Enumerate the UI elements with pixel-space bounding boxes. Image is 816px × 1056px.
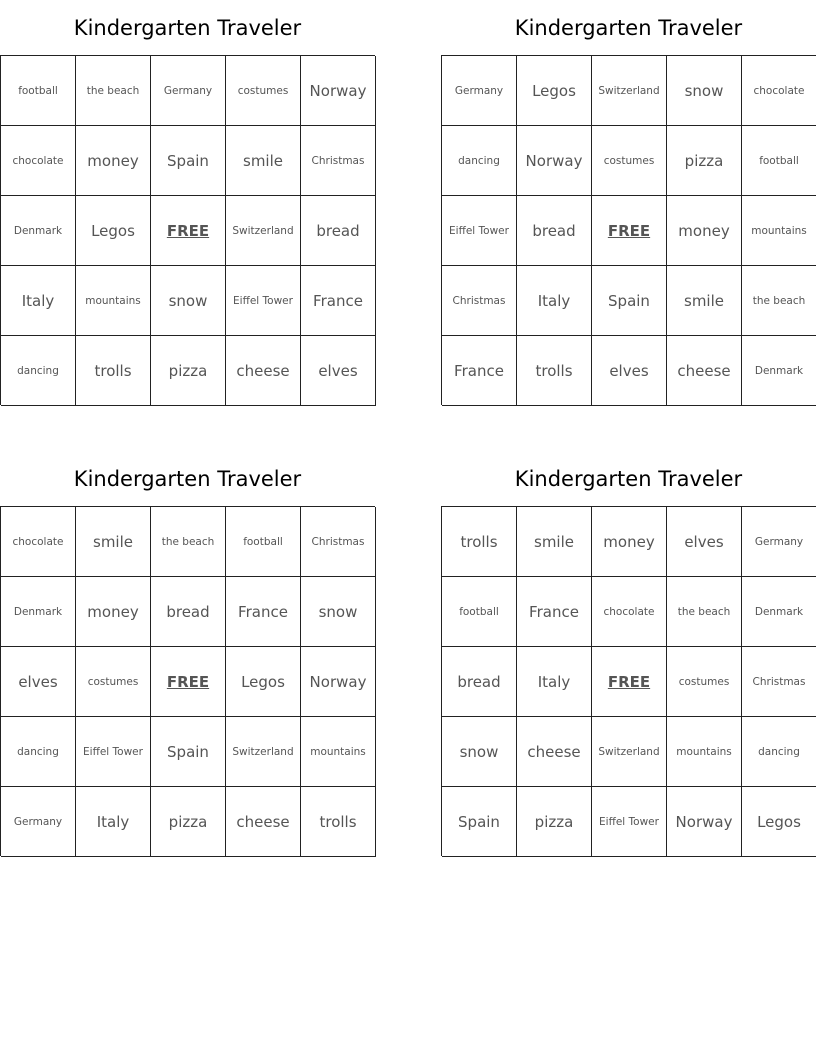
bingo-cell: the beach xyxy=(742,266,816,336)
bingo-cell: Legos xyxy=(517,56,592,126)
bingo-cell: bread xyxy=(301,196,376,266)
bingo-cell: elves xyxy=(667,507,742,577)
bingo-cell: Christmas xyxy=(301,507,376,577)
bingo-cell: Norway xyxy=(301,56,376,126)
bingo-cell: money xyxy=(76,577,151,647)
bingo-cell: Christmas xyxy=(742,647,816,717)
bingo-cell: France xyxy=(226,577,301,647)
bingo-cell: Spain xyxy=(592,266,667,336)
bingo-cell: Eiffel Tower xyxy=(226,266,301,336)
bingo-cell: Germany xyxy=(1,787,76,857)
bingo-cell: bread xyxy=(151,577,226,647)
bingo-cell: Switzerland xyxy=(226,717,301,787)
bingo-cell: Denmark xyxy=(1,196,76,266)
bingo-cell: snow xyxy=(301,577,376,647)
bingo-cell: snow xyxy=(442,717,517,787)
bingo-grid xyxy=(441,506,816,856)
bingo-cell: France xyxy=(301,266,376,336)
bingo-cell: football xyxy=(226,507,301,577)
bingo-card-2 xyxy=(441,0,816,405)
bingo-cell: elves xyxy=(592,336,667,406)
bingo-cell: money xyxy=(667,196,742,266)
bingo-cell: Eiffel Tower xyxy=(592,787,667,857)
card-title: Kindergarten Traveler xyxy=(514,16,743,40)
bingo-cell: Italy xyxy=(517,647,592,717)
bingo-cell: mountains xyxy=(76,266,151,336)
bingo-cell: trolls xyxy=(517,336,592,406)
bingo-cell: snow xyxy=(151,266,226,336)
bingo-cell: Legos xyxy=(226,647,301,717)
bingo-cell: Italy xyxy=(517,266,592,336)
bingo-cell: Spain xyxy=(151,717,226,787)
bingo-cell: football xyxy=(742,126,816,196)
bingo-cell: cheese xyxy=(226,787,301,857)
bingo-cell: costumes xyxy=(226,56,301,126)
free-space-cell: FREE xyxy=(592,196,667,266)
bingo-cell: France xyxy=(442,336,517,406)
bingo-cell: smile xyxy=(667,266,742,336)
bingo-cell: dancing xyxy=(442,126,517,196)
bingo-card-3 xyxy=(0,451,375,856)
bingo-cell: Norway xyxy=(667,787,742,857)
bingo-cell: Norway xyxy=(517,126,592,196)
bingo-cell: the beach xyxy=(667,577,742,647)
bingo-card-4 xyxy=(441,451,816,856)
bingo-cell: cheese xyxy=(667,336,742,406)
bingo-cell: smile xyxy=(226,126,301,196)
bingo-cell: elves xyxy=(301,336,376,406)
bingo-cell: dancing xyxy=(742,717,816,787)
card-title: Kindergarten Traveler xyxy=(73,16,302,40)
bingo-cell: Spain xyxy=(151,126,226,196)
bingo-cell: mountains xyxy=(667,717,742,787)
bingo-cell: Denmark xyxy=(742,577,816,647)
bingo-cell: chocolate xyxy=(1,507,76,577)
bingo-cell: Germany xyxy=(442,56,517,126)
bingo-cell: pizza xyxy=(667,126,742,196)
bingo-cell: Italy xyxy=(76,787,151,857)
bingo-card-1 xyxy=(0,0,375,405)
free-space-cell: FREE xyxy=(592,647,667,717)
bingo-grid xyxy=(441,55,816,405)
bingo-cell: football xyxy=(442,577,517,647)
bingo-cell: trolls xyxy=(76,336,151,406)
bingo-cell: Denmark xyxy=(742,336,816,406)
bingo-cell: smile xyxy=(76,507,151,577)
bingo-cell: trolls xyxy=(301,787,376,857)
free-space-cell: FREE xyxy=(151,196,226,266)
bingo-cell: money xyxy=(76,126,151,196)
bingo-cell: mountains xyxy=(301,717,376,787)
bingo-cell: costumes xyxy=(592,126,667,196)
bingo-cell: Switzerland xyxy=(226,196,301,266)
bingo-cell: bread xyxy=(517,196,592,266)
bingo-cell: cheese xyxy=(226,336,301,406)
bingo-cell: the beach xyxy=(151,507,226,577)
bingo-cell: Switzerland xyxy=(592,717,667,787)
bingo-cell: pizza xyxy=(151,336,226,406)
card-title: Kindergarten Traveler xyxy=(514,467,743,491)
bingo-cell: chocolate xyxy=(592,577,667,647)
bingo-cell: Switzerland xyxy=(592,56,667,126)
bingo-cell: snow xyxy=(667,56,742,126)
bingo-cell: Eiffel Tower xyxy=(442,196,517,266)
bingo-cell: chocolate xyxy=(742,56,816,126)
bingo-cell: money xyxy=(592,507,667,577)
bingo-cell: Germany xyxy=(742,507,816,577)
bingo-cell: pizza xyxy=(517,787,592,857)
free-space-cell: FREE xyxy=(151,647,226,717)
bingo-cell: the beach xyxy=(76,56,151,126)
card-title: Kindergarten Traveler xyxy=(73,467,302,491)
bingo-cell: mountains xyxy=(742,196,816,266)
bingo-cell: Germany xyxy=(151,56,226,126)
bingo-cell: France xyxy=(517,577,592,647)
bingo-cell: costumes xyxy=(667,647,742,717)
bingo-cell: Italy xyxy=(1,266,76,336)
bingo-cell: football xyxy=(1,56,76,126)
bingo-cell: Spain xyxy=(442,787,517,857)
bingo-grid xyxy=(0,55,375,405)
bingo-cell: costumes xyxy=(76,647,151,717)
bingo-cell: smile xyxy=(517,507,592,577)
bingo-cell: bread xyxy=(442,647,517,717)
bingo-cell: Legos xyxy=(76,196,151,266)
bingo-cell: Legos xyxy=(742,787,816,857)
bingo-cell: Christmas xyxy=(301,126,376,196)
bingo-grid xyxy=(0,506,375,856)
bingo-cell: dancing xyxy=(1,717,76,787)
bingo-cell: pizza xyxy=(151,787,226,857)
bingo-cell: Norway xyxy=(301,647,376,717)
bingo-cell: trolls xyxy=(442,507,517,577)
bingo-cell: dancing xyxy=(1,336,76,406)
bingo-cell: Christmas xyxy=(442,266,517,336)
bingo-cell: Denmark xyxy=(1,577,76,647)
bingo-cell: elves xyxy=(1,647,76,717)
bingo-cell: cheese xyxy=(517,717,592,787)
bingo-cell: Eiffel Tower xyxy=(76,717,151,787)
bingo-cell: chocolate xyxy=(1,126,76,196)
